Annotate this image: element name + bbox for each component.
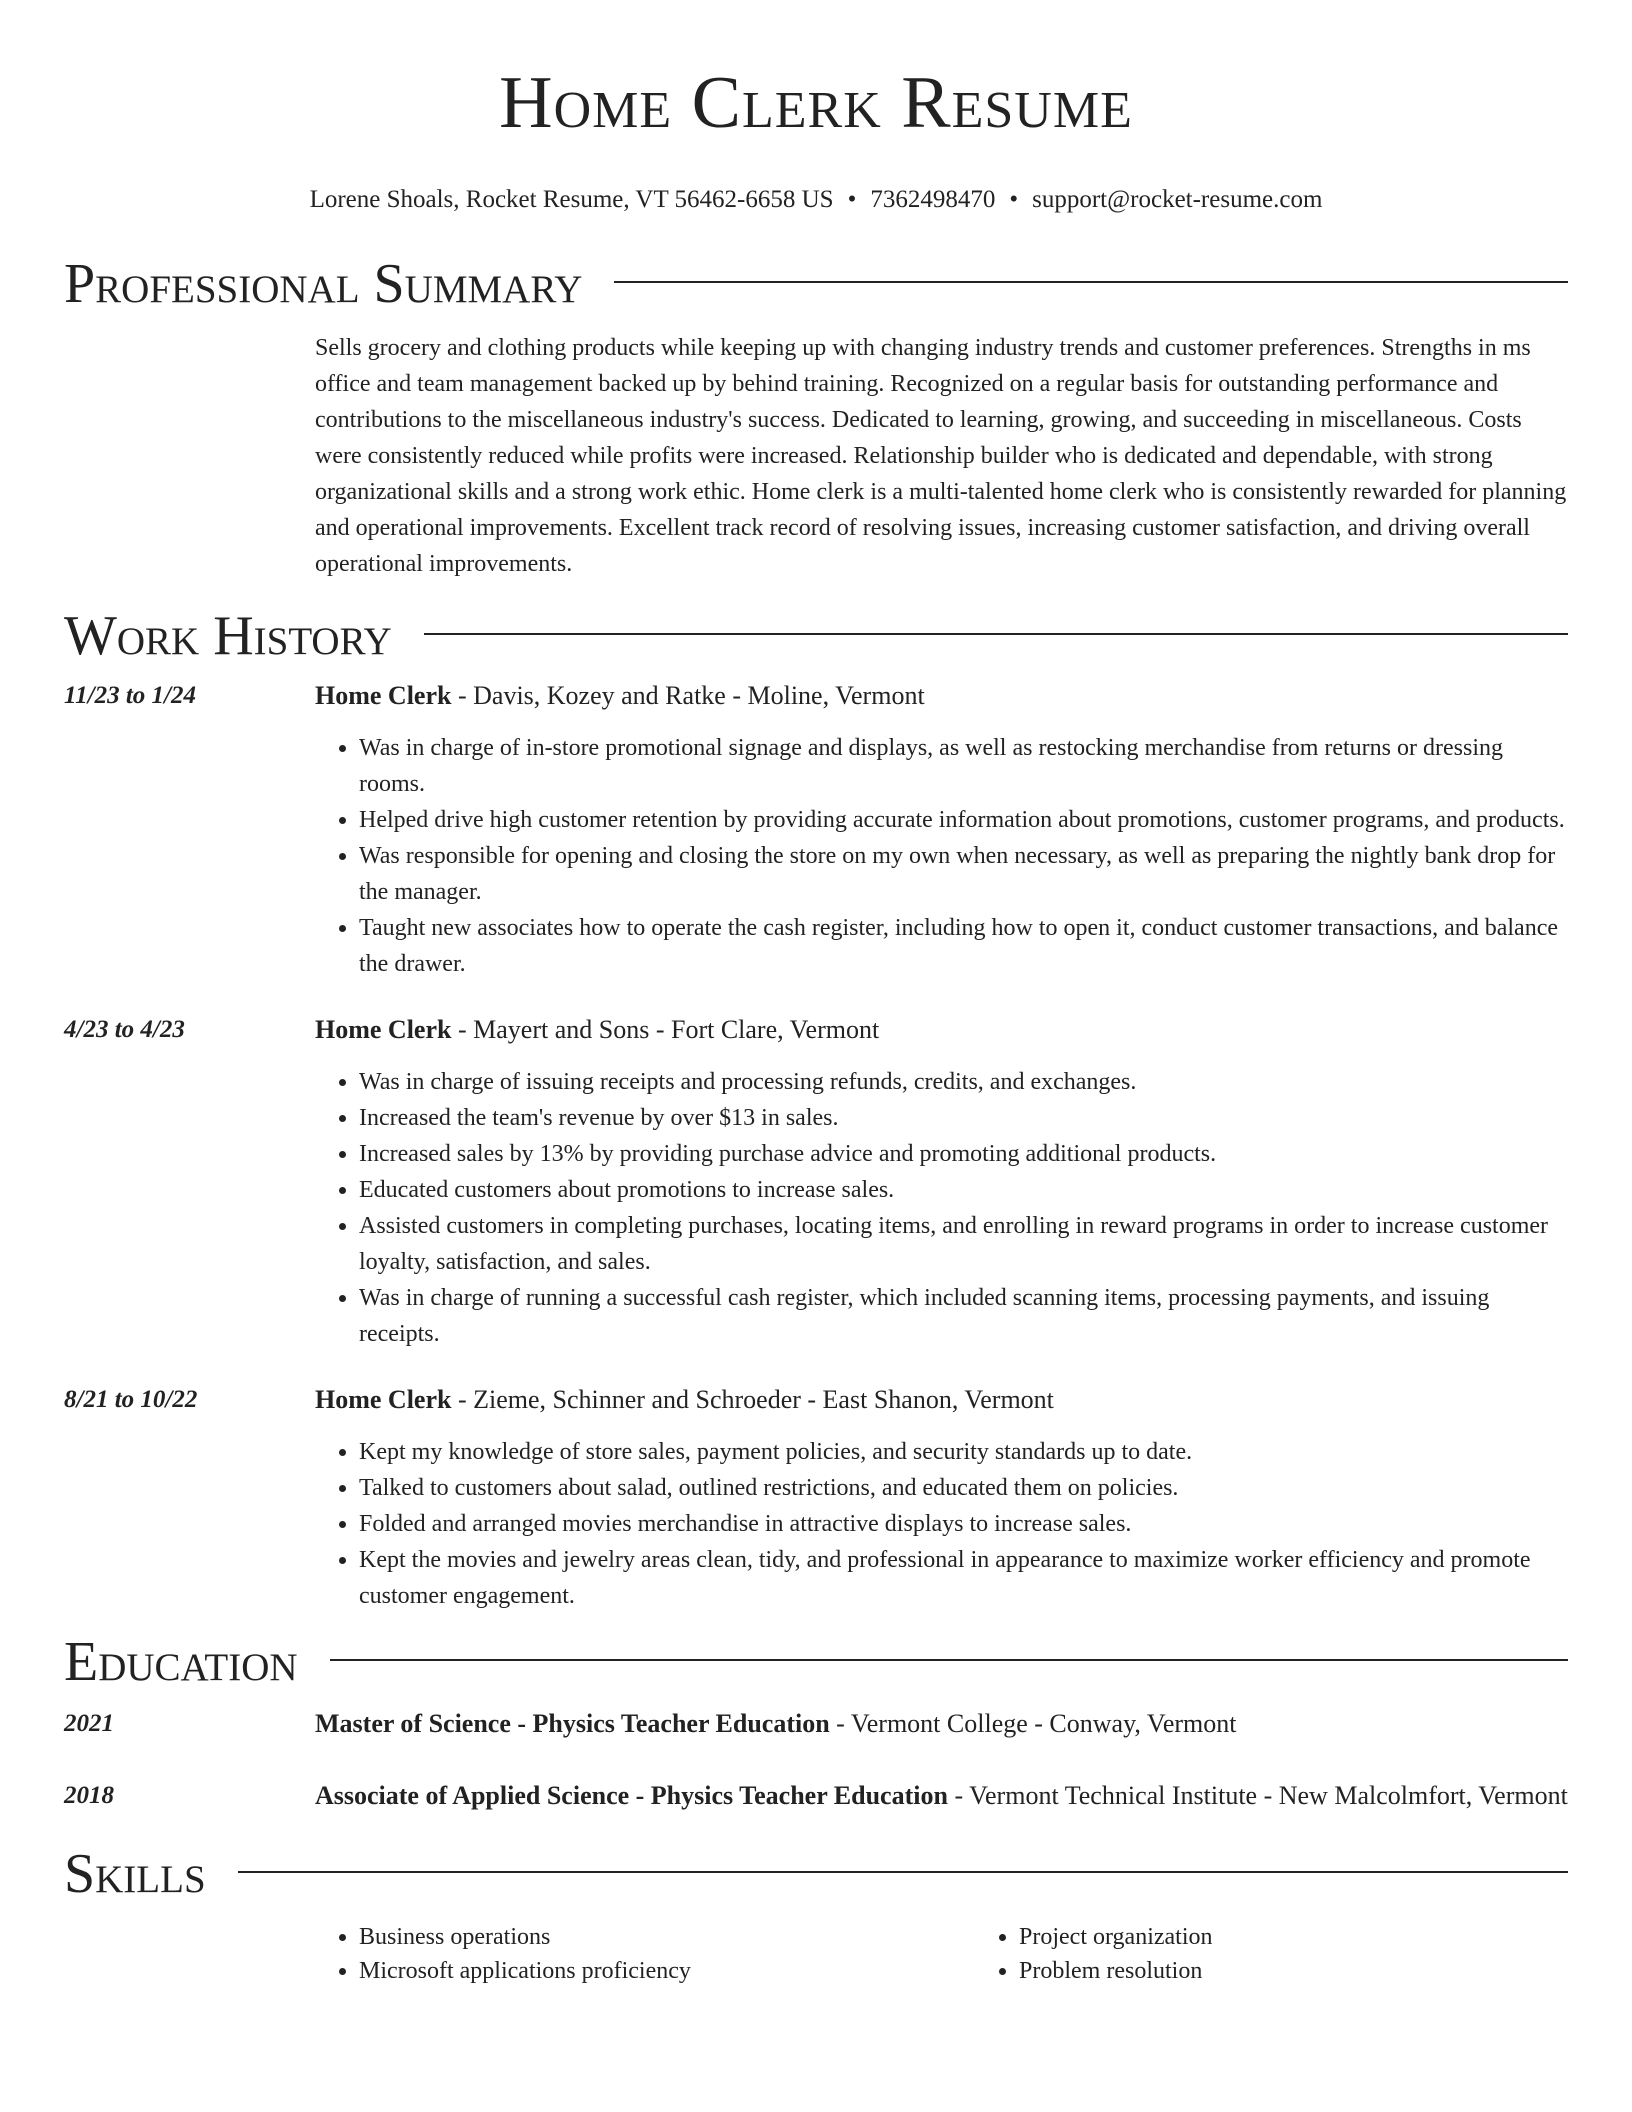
contact-phone: 7362498470 <box>870 186 996 213</box>
list-item: • Taught new associates how to operate the cash register, including how to open it, conduct customer transactions, and balance the drawer. <box>359 910 1568 982</box>
section-rule <box>330 1659 1568 1661</box>
list-item: • Folded and arranged movies merchandise in attractive displays to increase sales. <box>359 1506 1568 1542</box>
education-line <box>315 1706 1568 1742</box>
job-dates: 11/23 to 1/24 <box>64 682 196 709</box>
contact-address: Lorene Shoals, Rocket Resume, VT 56462-6658 US <box>309 186 834 213</box>
work-heading <box>64 604 1568 668</box>
job-details: - Mayert and Sons - Fort Clare, Vermont <box>451 1015 880 1044</box>
list-item: • Educated customers about promotions to increase sales. <box>359 1172 1568 1208</box>
job-body <box>315 1012 1568 1352</box>
job-details: - Zieme, Schinner and Schroeder - East Shanon, Vermont <box>451 1385 1054 1414</box>
list-item: • Helped drive high customer retention by providing accurate information about promotions, customer programs, and products. <box>359 802 1568 838</box>
job-body <box>315 1382 1568 1614</box>
skills-column-right <box>975 1920 1632 1988</box>
job-bullets <box>315 1434 1568 1614</box>
section-rule <box>238 1871 1568 1873</box>
job-bullets <box>315 730 1568 982</box>
work-heading-text: Work History <box>64 605 392 667</box>
education-degree: Associate of Applied Science - Physics Teacher Education <box>315 1781 948 1810</box>
contact-line <box>64 184 1568 216</box>
skills-grid <box>315 1920 1632 1988</box>
list-item: • Increased the team's revenue by over $13 in sales. <box>359 1100 1568 1136</box>
education-heading <box>64 1630 1568 1694</box>
summary-section <box>64 252 1568 582</box>
list-item: • Talked to customers about salad, outlined restrictions, and educated them on policies. <box>359 1470 1568 1506</box>
summary-row <box>64 330 1568 582</box>
list-item: • Kept my knowledge of store sales, payment policies, and security standards up to date. <box>359 1434 1568 1470</box>
education-entry <box>64 1706 1568 1742</box>
skills-left-spacer <box>64 1920 315 1988</box>
job-title-line <box>315 1012 1568 1048</box>
summary-text: Sells grocery and clothing products while keeping up with changing industry trends and customer preferences. Strengths in ms office and team management backed up by behind training. Recognized on a regular basis for outstanding performance and contributions to the miscellaneous industry's success. Dedicated to learning, growing, and succeeding in miscellaneous. Costs were consistently reduced while profits were increased. Relationship builder who is dedicated and dependable, with strong organizational skills and a strong work ethic. Home clerk is a multi-talented home clerk who is consistently rewarded for planning and operational improvements. Excellent track record of resolving issues, increasing customer satisfaction, and driving overall operational improvements. <box>315 335 1567 577</box>
list-item: • Project organization <box>1019 1920 1632 1954</box>
skills-heading <box>64 1842 1568 1906</box>
list-item: • Kept the movies and jewelry areas clean, tidy, and professional in appearance to maximize worker efficiency and promote customer engagement. <box>359 1542 1568 1614</box>
education-entry <box>64 1778 1568 1814</box>
education-details: - Vermont College - Conway, Vermont <box>829 1709 1237 1738</box>
summary-heading-text: Professional Summary <box>64 253 583 315</box>
job-title-line <box>315 1382 1568 1418</box>
skills-heading-text: Skills <box>64 1843 206 1905</box>
education-details: - Vermont Technical Institute - New Malcolmfort, Vermont <box>947 1781 1568 1810</box>
skills-column-left <box>315 1920 975 1988</box>
summary-left-spacer <box>64 330 315 582</box>
summary-heading <box>64 252 1568 316</box>
job-dates: 4/23 to 4/23 <box>64 1016 185 1043</box>
list-item: • Assisted customers in completing purchases, locating items, and enrolling in reward programs in order to increase customer loyalty, satisfaction, and sales. <box>359 1208 1568 1280</box>
contact-email: support@rocket-resume.com <box>1032 186 1323 213</box>
section-rule <box>614 281 1568 283</box>
list-item: • Microsoft applications proficiency <box>359 1954 975 1988</box>
job-title: Home Clerk <box>315 1385 452 1414</box>
resume-page <box>64 0 1568 1988</box>
job-entry <box>64 678 1568 982</box>
education-section <box>64 1630 1568 1814</box>
list-item: • Increased sales by 13% by providing purchase advice and promoting additional products. <box>359 1136 1568 1172</box>
job-title: Home Clerk <box>315 681 452 710</box>
list-item: • Business operations <box>359 1920 975 1954</box>
job-body <box>315 678 1568 982</box>
job-details: - Davis, Kozey and Ratke - Moline, Vermont <box>451 681 925 710</box>
contact-separator: • <box>1009 186 1019 213</box>
skills-section <box>64 1842 1568 1988</box>
skills-row <box>64 1920 1568 1988</box>
page-title: Home Clerk Resume <box>499 62 1133 144</box>
job-entry <box>64 1012 1568 1352</box>
list-item: • Was in charge of in-store promotional signage and displays, as well as restocking merchandise from returns or dressing rooms. <box>359 730 1568 802</box>
job-dates: 8/21 to 10/22 <box>64 1386 198 1413</box>
work-section <box>64 604 1568 1614</box>
job-title: Home Clerk <box>315 1015 452 1044</box>
education-heading-text: Education <box>64 1631 298 1693</box>
job-title-line <box>315 678 1568 714</box>
section-rule <box>424 633 1568 635</box>
job-bullets <box>315 1064 1568 1352</box>
education-year: 2021 <box>64 1710 114 1737</box>
list-item: • Problem resolution <box>1019 1954 1632 1988</box>
education-degree: Master of Science - Physics Teacher Education <box>315 1709 830 1738</box>
list-item: • Was in charge of issuing receipts and processing refunds, credits, and exchanges. <box>359 1064 1568 1100</box>
list-item: • Was in charge of running a successful cash register, which included scanning items, processing payments, and issuing receipts. <box>359 1280 1568 1352</box>
education-year: 2018 <box>64 1782 114 1809</box>
list-item: • Was responsible for opening and closing the store on my own when necessary, as well as preparing the nightly bank drop for the manager. <box>359 838 1568 910</box>
contact-separator: • <box>847 186 857 213</box>
job-entry <box>64 1382 1568 1614</box>
education-line <box>315 1778 1568 1814</box>
